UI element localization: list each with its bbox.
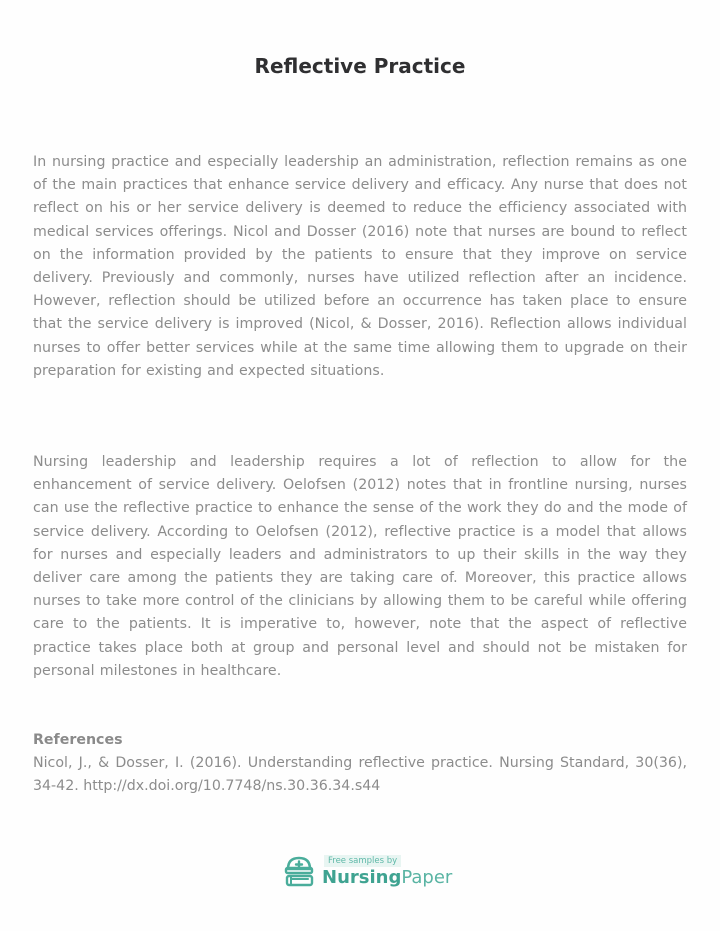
nursing-paper-logo[interactable] — [280, 851, 453, 891]
logo-brand-regular: Paper — [401, 866, 453, 888]
reference-item: Nicol, J., & Dosser, I. (2016). Understanding reflective practice. Nursing Standard, 30(36), 34-42. http://dx.doi.org/10.7748/ns.30.36.34.s44 — [33, 755, 687, 795]
references-heading: References — [33, 732, 123, 748]
paragraph-2: Nursing leadership and leadership requires a lot of reflection to allow for the enhancement of service delivery. Oelofsen (2012) notes that in frontline nursing, nurses can use the reflective practice to enhance the sense of the work they do and the mode of service delivery. According to Oelofsen (2012), reflective practice is a model that allows for nurses and especially leaders and administrators to up their skills in the way they deliver care among the patients they are taking care of. Moreover, this practice allows nurses to take more control of the clinicians by allowing them to be careful while offering care to the patients. It is imperative to, however, note that the aspect of reflective practice takes place both at group and personal level and should not be mistaken for personal milestones in healthcare. — [33, 454, 687, 679]
logo-brand — [322, 868, 452, 888]
logo-brand-bold: Nursing — [322, 866, 402, 888]
page-title: Reflective Practice — [254, 54, 466, 78]
logo-tagline: Free samples by — [324, 855, 401, 867]
paragraph-1: In nursing practice and especially leadership an administration, reflection remains as one of the main practices that enhance service delivery and efficacy. Any nurse that does not reflect on his or her service delivery is deemed to reduce the efficiency associated with medical services offerings. Nicol and Dosser (2016) note that nurses are bound to reflect on the information provided by the patients to ensure that they improve on service delivery. Previously and commonly, nurses have utilized reflection after an incidence. However, reflection should be utilized before an occurrence has taken place to ensure that the service delivery is improved (Nicol, & Dosser, 2016). Reflection allows individual nurses to offer better services while at the same time allowing them to upgrade on their preparation for existing and expected situations. — [33, 154, 687, 379]
logo-text — [322, 855, 452, 888]
nurse-cap-book-icon — [280, 852, 318, 890]
